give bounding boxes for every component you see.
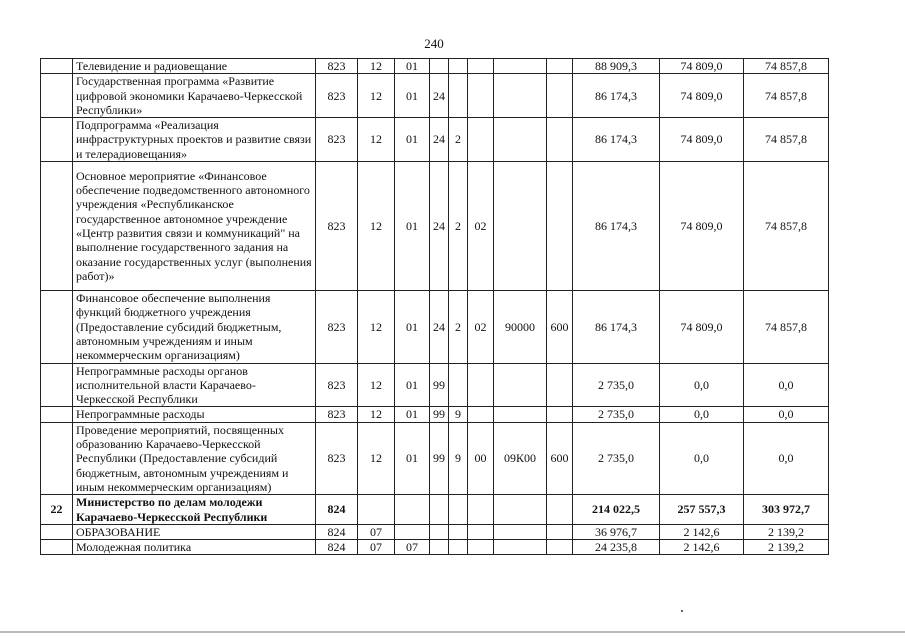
section-code-cell: 12 (358, 162, 395, 291)
event-code-cell: 02 (468, 162, 494, 291)
event-code-cell (468, 540, 494, 555)
amount-year2-cell: 2 142,6 (660, 524, 744, 539)
subsection-code-cell: 01 (395, 74, 430, 118)
amount-year1-cell: 88 909,3 (573, 59, 660, 74)
table-row (41, 524, 829, 539)
event-code-cell (468, 495, 494, 525)
subsection-code-cell (395, 524, 430, 539)
program-code-cell (430, 59, 449, 74)
page-number: 240 (424, 36, 444, 51)
amount-year2-cell: 2 142,6 (660, 540, 744, 555)
amount-year3-cell: 303 972,7 (744, 495, 829, 525)
event-code-cell: 02 (468, 291, 494, 363)
table-row (41, 495, 829, 525)
section-code-cell (358, 495, 395, 525)
subprogram-code-cell (449, 363, 468, 407)
program-code-cell (430, 540, 449, 555)
row-name-cell: ОБРАЗОВАНИЕ (73, 524, 316, 539)
expense-type-cell (547, 540, 573, 555)
amount-year2-cell: 74 809,0 (660, 118, 744, 162)
amount-year1-cell: 24 235,8 (573, 540, 660, 555)
subprogram-code-cell (449, 59, 468, 74)
direction-code-cell (494, 363, 547, 407)
subsection-code-cell (395, 495, 430, 525)
amount-year3-cell: 0,0 (744, 407, 829, 422)
amount-year3-cell: 74 857,8 (744, 291, 829, 363)
program-code-cell: 24 (430, 118, 449, 162)
ved-code-cell: 824 (316, 495, 358, 525)
subsection-code-cell: 01 (395, 363, 430, 407)
row-number-cell (41, 363, 73, 407)
subprogram-code-cell: 2 (449, 162, 468, 291)
direction-code-cell (494, 74, 547, 118)
section-code-cell: 12 (358, 422, 395, 494)
section-code-cell: 12 (358, 59, 395, 74)
amount-year1-cell: 2 735,0 (573, 407, 660, 422)
subsection-code-cell: 07 (395, 540, 430, 555)
row-number-cell: 22 (41, 495, 73, 525)
ved-code-cell: 823 (316, 422, 358, 494)
ved-code-cell: 823 (316, 291, 358, 363)
direction-code-cell (494, 407, 547, 422)
row-name-cell: Молодежная политика (73, 540, 316, 555)
expense-type-cell: 600 (547, 422, 573, 494)
event-code-cell (468, 407, 494, 422)
subsection-code-cell: 01 (395, 162, 430, 291)
ved-code-cell: 823 (316, 74, 358, 118)
direction-code-cell: 09К00 (494, 422, 547, 494)
amount-year2-cell: 74 809,0 (660, 59, 744, 74)
row-number-cell (41, 74, 73, 118)
subsection-code-cell: 01 (395, 118, 430, 162)
row-name-cell: Проведение мероприятий, посвященных образованию Карачаево-Черкесской Республики (Предоставление субсидий бюджетным, автономным учреждениям и иным некоммерческим организациям) (73, 422, 316, 494)
section-code-cell: 12 (358, 407, 395, 422)
event-code-cell (468, 118, 494, 162)
subprogram-code-cell: 2 (449, 291, 468, 363)
table-row (41, 407, 829, 422)
amount-year3-cell: 0,0 (744, 422, 829, 494)
row-name-cell: Государственная программа «Развитие цифровой экономики Карачаево-Черкесской Республики» (73, 74, 316, 118)
budget-table (40, 58, 829, 555)
row-name-cell: Непрограммные расходы (73, 407, 316, 422)
table-row (41, 74, 829, 118)
subprogram-code-cell (449, 495, 468, 525)
subprogram-code-cell: 9 (449, 407, 468, 422)
program-code-cell: 99 (430, 407, 449, 422)
ved-code-cell: 824 (316, 540, 358, 555)
table-row (41, 59, 829, 74)
program-code-cell: 24 (430, 291, 449, 363)
row-name-cell: Министерство по делам молодежи Карачаево-Черкесской Республики (73, 495, 316, 525)
amount-year2-cell: 74 809,0 (660, 162, 744, 291)
section-code-cell: 07 (358, 540, 395, 555)
event-code-cell (468, 59, 494, 74)
row-number-cell (41, 524, 73, 539)
row-number-cell (41, 162, 73, 291)
row-number-cell (41, 291, 73, 363)
table-row (41, 118, 829, 162)
event-code-cell (468, 74, 494, 118)
amount-year1-cell: 86 174,3 (573, 162, 660, 291)
row-name-cell: Финансовое обеспечение выполнения функций бюджетного учреждения (Предоставление субсидий бюджетным, автономным учреждениям и иным некоммерческим организациям) (73, 291, 316, 363)
direction-code-cell (494, 540, 547, 555)
amount-year1-cell: 86 174,3 (573, 118, 660, 162)
amount-year3-cell: 74 857,8 (744, 74, 829, 118)
direction-code-cell (494, 162, 547, 291)
amount-year2-cell: 257 557,3 (660, 495, 744, 525)
event-code-cell (468, 363, 494, 407)
program-code-cell: 24 (430, 162, 449, 291)
table-row (41, 540, 829, 555)
subsection-code-cell: 01 (395, 407, 430, 422)
amount-year1-cell: 86 174,3 (573, 291, 660, 363)
subprogram-code-cell (449, 74, 468, 118)
amount-year2-cell: 0,0 (660, 422, 744, 494)
amount-year3-cell: 74 857,8 (744, 118, 829, 162)
direction-code-cell (494, 59, 547, 74)
amount-year2-cell: 74 809,0 (660, 74, 744, 118)
amount-year1-cell: 86 174,3 (573, 74, 660, 118)
amount-year1-cell: 2 735,0 (573, 363, 660, 407)
ved-code-cell: 823 (316, 162, 358, 291)
row-number-cell (41, 540, 73, 555)
expense-type-cell (547, 363, 573, 407)
ved-code-cell: 823 (316, 363, 358, 407)
program-code-cell (430, 524, 449, 539)
table-row (41, 162, 829, 291)
program-code-cell: 99 (430, 422, 449, 494)
program-code-cell (430, 495, 449, 525)
section-code-cell: 12 (358, 291, 395, 363)
amount-year3-cell: 74 857,8 (744, 59, 829, 74)
expense-type-cell (547, 59, 573, 74)
subsection-code-cell: 01 (395, 59, 430, 74)
event-code-cell: 00 (468, 422, 494, 494)
amount-year1-cell: 36 976,7 (573, 524, 660, 539)
page-edge-rule (0, 631, 905, 633)
table-row (41, 363, 829, 407)
expense-type-cell: 600 (547, 291, 573, 363)
expense-type-cell (547, 495, 573, 525)
ved-code-cell: 824 (316, 524, 358, 539)
ved-code-cell: 823 (316, 59, 358, 74)
subprogram-code-cell: 2 (449, 118, 468, 162)
amount-year1-cell: 2 735,0 (573, 422, 660, 494)
amount-year3-cell: 0,0 (744, 363, 829, 407)
event-code-cell (468, 524, 494, 539)
direction-code-cell (494, 118, 547, 162)
amount-year1-cell: 214 022,5 (573, 495, 660, 525)
amount-year2-cell: 0,0 (660, 407, 744, 422)
expense-type-cell (547, 162, 573, 291)
expense-type-cell (547, 118, 573, 162)
amount-year3-cell: 74 857,8 (744, 162, 829, 291)
program-code-cell: 24 (430, 74, 449, 118)
section-code-cell: 12 (358, 118, 395, 162)
ved-code-cell: 823 (316, 407, 358, 422)
subprogram-code-cell: 9 (449, 422, 468, 494)
ved-code-cell: 823 (316, 118, 358, 162)
row-name-cell: Непрограммные расходы органов исполнительной власти Карачаево-Черкесской Республики (73, 363, 316, 407)
expense-type-cell (547, 407, 573, 422)
subsection-code-cell: 01 (395, 291, 430, 363)
direction-code-cell: 90000 (494, 291, 547, 363)
row-name-cell: Подпрограмма «Реализация инфраструктурных проектов и развитие связи и телерадиовещания» (73, 118, 316, 162)
table-row (41, 422, 829, 494)
row-name-cell: Основное мероприятие «Финансовое обеспечение подведомственного автономного учреждения «Республиканское государственное автономное учреждение «Центр развития связи и коммуникаций" на выполнение государственного задания на оказание государственных услуг (выполнения работ)» (73, 162, 316, 291)
scan-speck (681, 610, 683, 612)
row-name-cell: Телевидение и радиовещание (73, 59, 316, 74)
amount-year2-cell: 74 809,0 (660, 291, 744, 363)
row-number-cell (41, 407, 73, 422)
row-number-cell (41, 59, 73, 74)
program-code-cell: 99 (430, 363, 449, 407)
subsection-code-cell: 01 (395, 422, 430, 494)
row-number-cell (41, 118, 73, 162)
section-code-cell: 07 (358, 524, 395, 539)
direction-code-cell (494, 495, 547, 525)
direction-code-cell (494, 524, 547, 539)
subprogram-code-cell (449, 524, 468, 539)
row-number-cell (41, 422, 73, 494)
expense-type-cell (547, 74, 573, 118)
amount-year3-cell: 2 139,2 (744, 540, 829, 555)
section-code-cell: 12 (358, 363, 395, 407)
section-code-cell: 12 (358, 74, 395, 118)
subprogram-code-cell (449, 540, 468, 555)
amount-year3-cell: 2 139,2 (744, 524, 829, 539)
table-row (41, 291, 829, 363)
amount-year2-cell: 0,0 (660, 363, 744, 407)
expense-type-cell (547, 524, 573, 539)
